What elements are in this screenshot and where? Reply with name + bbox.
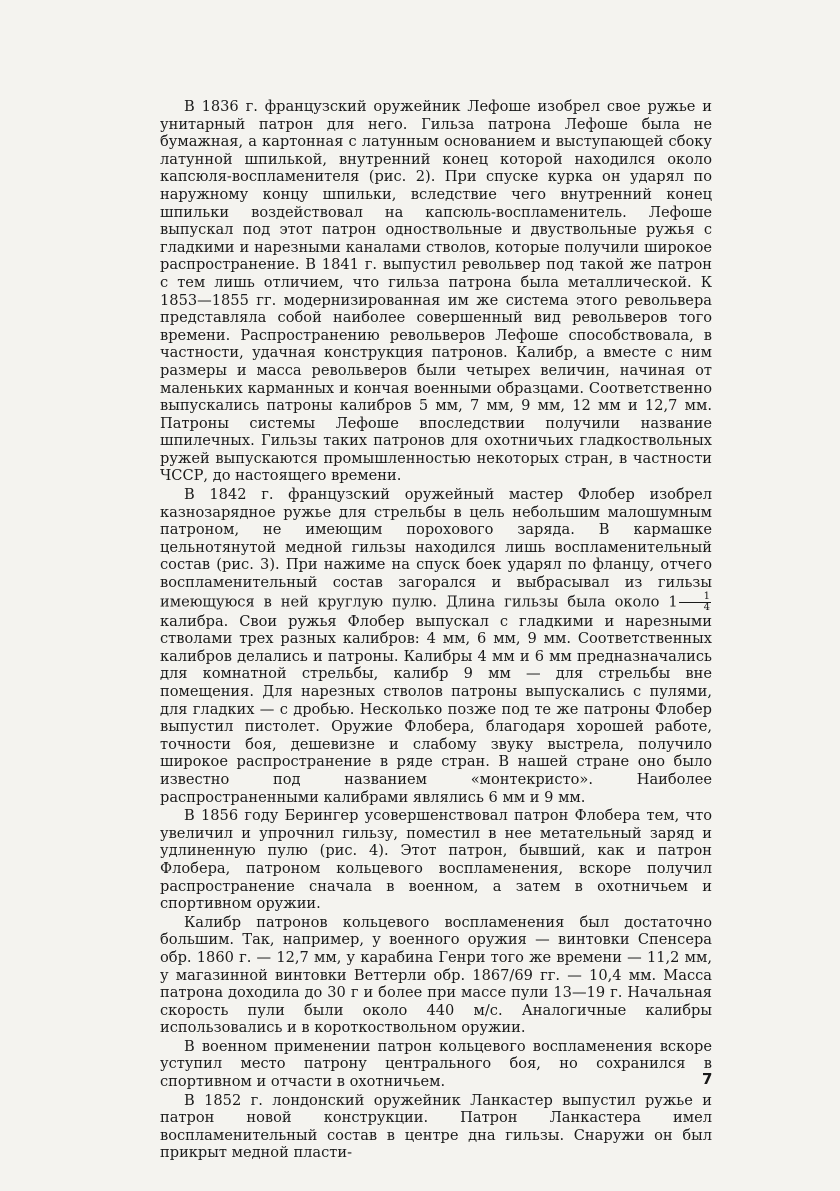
flobert-intro-text: В 1842 г. французский оружейный мастер Флобер изобрел казнозарядное ружье для стрельбы в цель небольшим малошумным патроном, не имеющим порохового заряда. В кармашке цельнотянутой медной гильзы находился лишь воспламенительный состав (рис. 3). При нажиме на спуск боек ударял по фланцу, отчего воспламенительный состав загорался и выбрасывал из гильзы имеющуюся в ней круглую пулю. — [160, 486, 712, 611]
fraction-whole: 1 — [668, 593, 678, 611]
fraction-denominator: 4 — [703, 601, 711, 613]
body-text — [160, 98, 712, 1163]
paragraph-flobert — [160, 486, 712, 806]
paragraph-lefaucheux: В 1836 г. французский оружейник Лефоше изобрел свое ружье и унитарный патрон для него. Гильза патрона Лефоше была не бумажная, а картонная с латунным основанием и выступающей сбоку латунной шпилькой, внутренний конец которой находился около капсюля-воспламенителя (рис. 2). При спуске курка он ударял по наружному концу шпильки, вследствие чего внутренний конец шпильки воздействовал на капсюль-воспламенитель. Лефоше выпускал под этот патрон одноствольные и двуствольные ружья с гладкими и нарезными каналами стволов, которые получили широкое распространение. В 1841 г. выпустил револьвер под такой же патрон с тем лишь отличием, что гильза патрона была металлической. К 1853—1855 гг. модернизированная им же система этого револьвера представляла собой наиболее совершенный вид револьверов того времени. Распространению револьверов Лефоше способствовала, в частности, удачная конструкция патронов. Калибр, а вместе с ним размеры и масса револьверов были четырех величин, начиная от маленьких карманных и кончая военными образцами. Соответственно выпускались патроны калибров 5 мм, 7 мм, 9 мм, 12 мм и 12,7 мм. Патроны системы Лефоше впоследствии получили название шпилечных. Гильзы таких патронов для охотничьих гладкоствольных ружей выпускаются промышленностью некоторых стран, в частности ЧССР, до настоящего времени. — [160, 98, 712, 485]
paragraph-rimfire-caliber: Калибр патронов кольцевого воспламенения был достаточно большим. Так, например, у военного оружия — винтовки Спенсера обр. 1860 г. — 12,7 мм, у карабина Генри того же времени — 11,2 мм, у магазинной винтовки Веттерли обр. 1867/69 гг. — 10,4 мм. Масса патрона доходила до 30 г и более при массе пули 13—19 г. Начальная скорость пули были около 440 м/с. Аналогичные калибры использовались и в короткоствольном оружии. — [160, 913, 712, 1037]
fraction-numerator: 1 — [679, 592, 711, 603]
paragraph-lancaster: В 1852 г. лондонский оружейник Ланкастер выпустил ружье и патрон новой конструкции. Патрон Ланкастера имел воспламенительный состав в центре дна гильзы. Снаружи он был прикрыт медной пласти- — [160, 1091, 712, 1162]
flobert-length-text: Длина гильзы была около — [445, 593, 660, 611]
page-number: 7 — [702, 1070, 713, 1088]
flobert-rest-text: калибра. Свои ружья Флобер выпускал с гладкими и нарезными стволами трех разных калибров: 4 мм, 6 мм, 9 мм. Соответственных калибров делались и патроны. Калибры 4 мм и 6 мм предназначались для комнатной стрельбы, калибр 9 мм — для стрельбы вне помещения. Для нарезных стволов патроны выпускались с пулями, для гладких — с дробью. Несколько позже под те же патроны Флобер выпустил пистолет. Оружие Флобера, благодаря хорошей работе, точности боя, дешевизне и слабому звуку выстрела, получило широкое распространение в ряде стран. В нашей стране оно было известно под названием «монтекристо». Наиболее распространенными калибрами являлись 6 мм и 9 мм. — [160, 612, 712, 806]
paragraph-military-use: В военном применении патрон кольцевого воспламенения вскоре уступил место патрону центрального боя, но сохранился в спортивном и отчасти в охотничьем. — [160, 1037, 712, 1091]
fraction-one-quarter — [679, 592, 711, 613]
paragraph-beringer: В 1856 году Берингер усовершенствовал патрон Флобера тем, что увеличил и упрочнил гильзу, поместил в нее метательный заряд и удлиненную пулю (рис. 4). Этот патрон, бывший, как и патрон Флобера, патроном кольцевого воспламенения, вскоре получил распространение сначала в военном, а затем в охотничьем и спортивном оружии. — [160, 807, 712, 913]
